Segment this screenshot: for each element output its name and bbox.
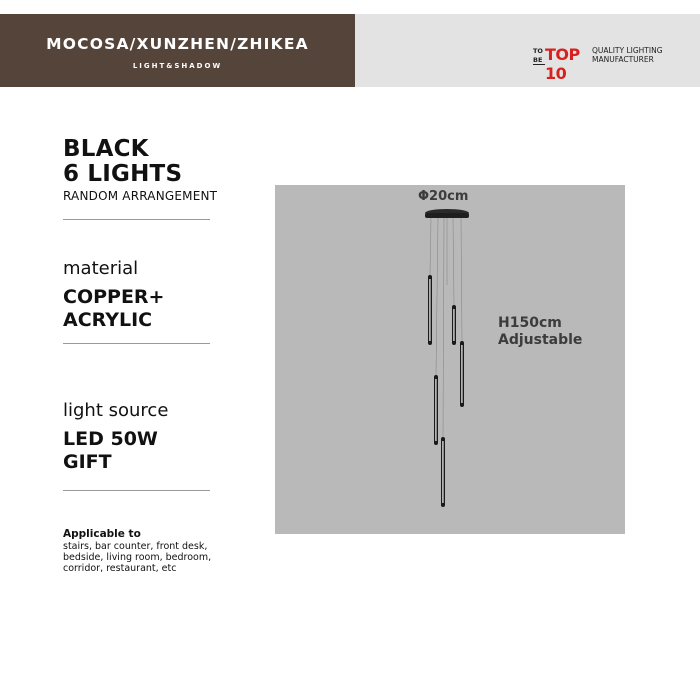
divider (63, 343, 210, 344)
diameter-label: Φ20cm (418, 189, 469, 204)
arrangement-text: RANDOM ARRANGEMENT (63, 189, 218, 203)
applicable-text: stairs, bar counter, front desk, bedside, living room, bedroom, corridor, restaurant, etc (63, 541, 212, 574)
badge-be: BE (533, 56, 543, 64)
material-value-2: ACRYLIC (63, 309, 153, 331)
pendant-light-illustration (275, 185, 625, 534)
lights-count: 6 LIGHTS (63, 161, 183, 187)
badge-banner (355, 14, 700, 87)
divider (63, 219, 210, 220)
light-source-value-1: LED 50W (63, 428, 158, 450)
material-value-1: COPPER+ (63, 286, 165, 308)
light-source-spec (63, 400, 168, 474)
canopy (425, 213, 469, 218)
brand-tagline: LIGHT&SHADOW (132, 62, 223, 70)
light-source-label: light source (63, 400, 169, 421)
height-label (498, 315, 582, 349)
light-source-value-2: GIFT (63, 451, 112, 473)
height-adjustable: Adjustable (498, 332, 583, 348)
badge-to: TO (533, 47, 543, 55)
material-spec (63, 258, 164, 332)
badge-line1: QUALITY LIGHTING (592, 46, 663, 55)
material-label: material (63, 258, 139, 279)
divider (63, 490, 210, 491)
height-value: H150cm (498, 315, 562, 331)
badge-top10: TOP 10 (545, 45, 580, 83)
color-title: BLACK (63, 136, 149, 162)
brand-name: MOCOSA/XUNZHEN/ZHIKEA (46, 35, 309, 53)
light-tubes (428, 275, 464, 507)
product-image (275, 185, 625, 534)
color-spec (63, 137, 217, 203)
badge-line2: MANUFACTURER (592, 55, 654, 64)
badge-underline (533, 64, 545, 65)
brand-banner (0, 14, 355, 87)
applicable-title: Applicable to (63, 528, 141, 540)
